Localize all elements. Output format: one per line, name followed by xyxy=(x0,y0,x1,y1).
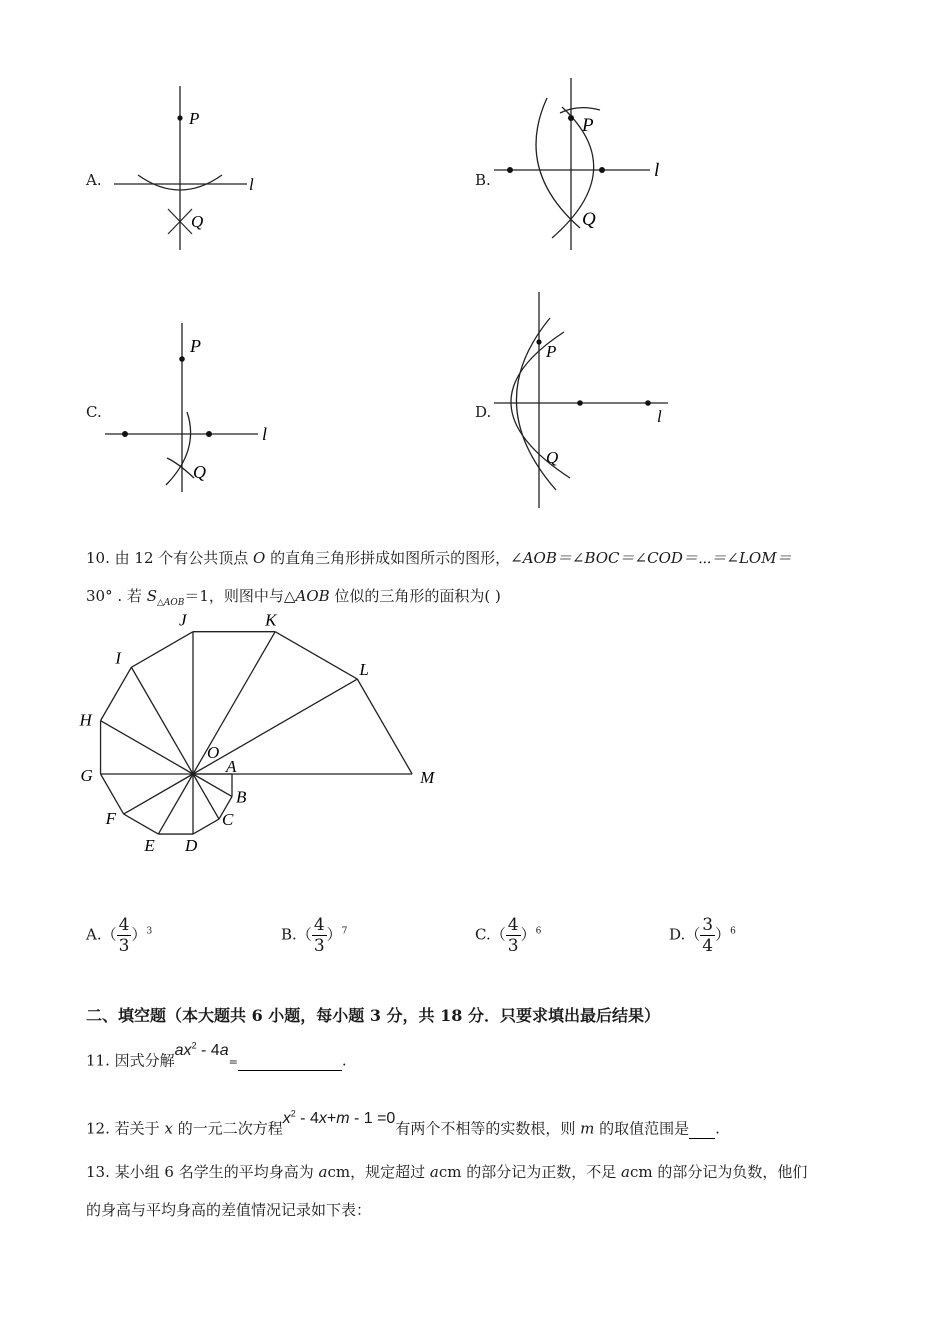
vertex-label-A: A xyxy=(226,757,237,776)
q13-line-1: 13. 某小组 6 名学生的平均身高为 acm，规定超过 acm 的部分记为正数，不足 acm 的部分记为负数，他们 xyxy=(86,1163,808,1181)
segment-IJ xyxy=(131,632,193,668)
segment-OH xyxy=(101,721,193,774)
q10-line-1: 10. 由 12 个有公共顶点 O 的直角三角形拼成如图所示的图形，∠AOB＝∠BOC＝∠COD＝⋯＝∠LOM＝ xyxy=(86,549,792,567)
q9-figure-b xyxy=(490,72,675,257)
vertex-label-L: L xyxy=(359,660,369,680)
q11-line: 11. 因式分解$ax^2 - 4a=$ . xyxy=(86,1041,347,1070)
segment-LM xyxy=(357,679,412,774)
q13-line-2: 的身高与平均身高的差值情况记录如下表： xyxy=(86,1201,372,1219)
q9-figure-d xyxy=(490,288,675,513)
vertex-label-O: O xyxy=(207,743,220,762)
label-P: P xyxy=(546,342,557,361)
label-l: l xyxy=(249,175,254,194)
q9-option-c-label: C. xyxy=(86,403,102,421)
label-l: l xyxy=(654,160,660,181)
label-l: l xyxy=(262,424,268,444)
segment-OF xyxy=(124,774,193,814)
label-Q: Q xyxy=(193,462,206,482)
segment-OE xyxy=(158,774,193,834)
label-P: P xyxy=(190,336,201,356)
vertex-label-F: F xyxy=(105,809,117,829)
q10-option-d: D.（ $\frac{3}{4}$ ）$^6$ xyxy=(669,915,736,956)
vertex-label-H: H xyxy=(79,710,92,730)
label-P: P xyxy=(189,109,200,128)
vertex-label-D: D xyxy=(185,836,198,856)
q9-figure-a xyxy=(105,80,275,260)
q9-option-a-label: A. xyxy=(86,171,102,189)
q9-option-d-label: D. xyxy=(475,403,492,421)
q10-option-c: C.（ $\frac{4}{3}$ ）$^6$ xyxy=(475,915,542,956)
q9-figure-c xyxy=(100,318,280,498)
vertex-label-K: K xyxy=(265,610,277,630)
segment-EF xyxy=(124,814,159,834)
vertex-label-I: I xyxy=(115,648,122,668)
q10-option-b: B.（ $\frac{4}{3}$ ）$^7$ xyxy=(281,915,348,956)
vertex-label-G: G xyxy=(80,766,93,785)
label-Q: Q xyxy=(546,448,559,467)
vertex-label-C: C xyxy=(222,810,234,830)
segment-KL xyxy=(275,632,357,679)
q11-answer-blank[interactable] xyxy=(238,1050,342,1071)
segment-CD xyxy=(193,819,219,834)
section-2-heading: 二、填空题（本大题共 6 小题，每小题 3 分，共 18 分．只要求填出最后结果） xyxy=(86,1006,660,1025)
segment-FG xyxy=(101,774,124,814)
q10-line-2: 30° . 若 $S_{\triangle AOB}=1$，则图中与△AOB 位似的三角形的面积为( ) xyxy=(86,587,501,608)
vertex-label-J: J xyxy=(179,610,187,630)
label-Q: Q xyxy=(191,212,204,231)
q9-option-b-label: B. xyxy=(475,171,491,189)
label-Q: Q xyxy=(582,209,596,230)
segment-OK xyxy=(193,632,275,774)
vertex-label-E: E xyxy=(144,836,155,856)
segment-OI xyxy=(131,667,193,774)
q10-option-a: A.（ $\frac{4}{3}$ ）$^3$ xyxy=(86,915,153,956)
vertex-label-B: B xyxy=(236,787,247,807)
q12-answer-blank[interactable] xyxy=(689,1118,715,1139)
q10-spiral-figure xyxy=(79,610,435,857)
label-P: P xyxy=(582,115,594,136)
label-l: l xyxy=(657,407,662,426)
vertex-label-M: M xyxy=(420,768,435,787)
q12-line: 12. 若关于 x 的一元二次方程$x^2 - 4x+m - 1 =0$有两个不相等的实数根，则 m 的取值范围是 . xyxy=(86,1109,720,1138)
segment-HI xyxy=(101,667,132,720)
